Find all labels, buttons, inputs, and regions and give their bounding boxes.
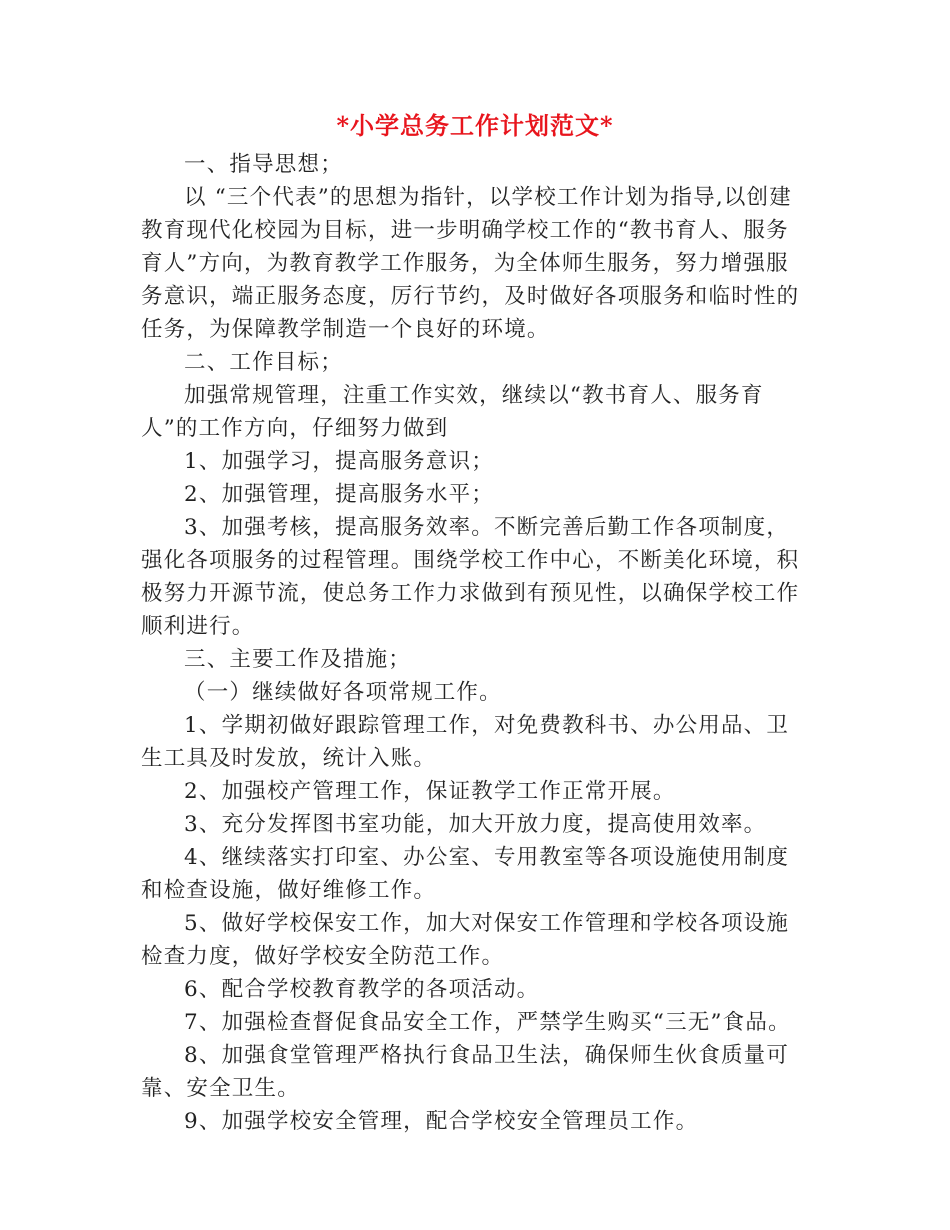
measure-item-4: 4、继续落实打印室、办公室、专用教室等各项设施使用制度和检查设施，做好维修工作。 xyxy=(141,845,790,903)
heading-guiding-thought: 一、指导思想； xyxy=(184,152,343,177)
measure-item-8: 8、加强食堂管理严格执行食品卫生法，确保师生伙食质量可靠、安全卫生。 xyxy=(141,1043,790,1101)
goal-item-2: 2、加强管理，提高服务水平； xyxy=(184,482,494,507)
heading-work-goals: 二、工作目标； xyxy=(184,350,343,375)
goal-item-1: 1、加强学习，提高服务意识； xyxy=(184,449,494,474)
measure-item-1: 1、学期初做好跟踪管理工作，对免费教科书、办公用品、卫生工具及时发放，统计入账。 xyxy=(141,713,790,771)
measure-item-9: 9、加强学校安全管理，配合学校安全管理员工作。 xyxy=(184,1109,699,1134)
heading-main-measures: 三、主要工作及措施； xyxy=(184,647,412,672)
document-title: *小学总务工作计划范文* xyxy=(336,111,614,140)
goal-item-3: 3、加强考核，提高服务效率。不断完善后勤工作各项制度，强化各项服务的过程管理。围绕学校工作中心，不断美化环境，积极努力开源节流，使总务工作力求做到有预见性，以确保学校工作顺利进行。 xyxy=(141,515,800,639)
measure-item-7: 7、加强检查督促食品安全工作，严禁学生购买“三无”食品。 xyxy=(184,1010,791,1035)
measure-item-3: 3、充分发挥图书室功能，加大开放力度，提高使用效率。 xyxy=(184,812,767,837)
measure-item-2: 2、加强校产管理工作，保证教学工作正常开展。 xyxy=(184,779,676,804)
measure-item-6: 6、配合学校教育教学的各项活动。 xyxy=(184,977,540,1002)
paragraph-guiding-thought: 以 “三个代表”的思想为指针，以学校工作计划为指导,以创建教育现代化校园为目标，进一步明确学校工作的“教书育人、服务育人”方向，为教育教学工作服务，为全体师生服务，努力增强服务意识，端正服务态度，厉行节约，及时做好各项服务和临时性的任务，为保障教学制造一个良好的环境。 xyxy=(141,185,800,342)
subheading-routine-work: （一）继续做好各项常规工作。 xyxy=(184,680,502,705)
measure-item-5: 5、做好学校保安工作，加大对保安工作管理和学校各项设施检查力度，做好学校安全防范工作。 xyxy=(141,911,790,969)
document-body xyxy=(141,148,811,1138)
paragraph-work-goals: 加强常规管理，注重工作实效，继续以“教书育人、服务育人”的工作方向，仔细努力做到 xyxy=(141,383,764,441)
